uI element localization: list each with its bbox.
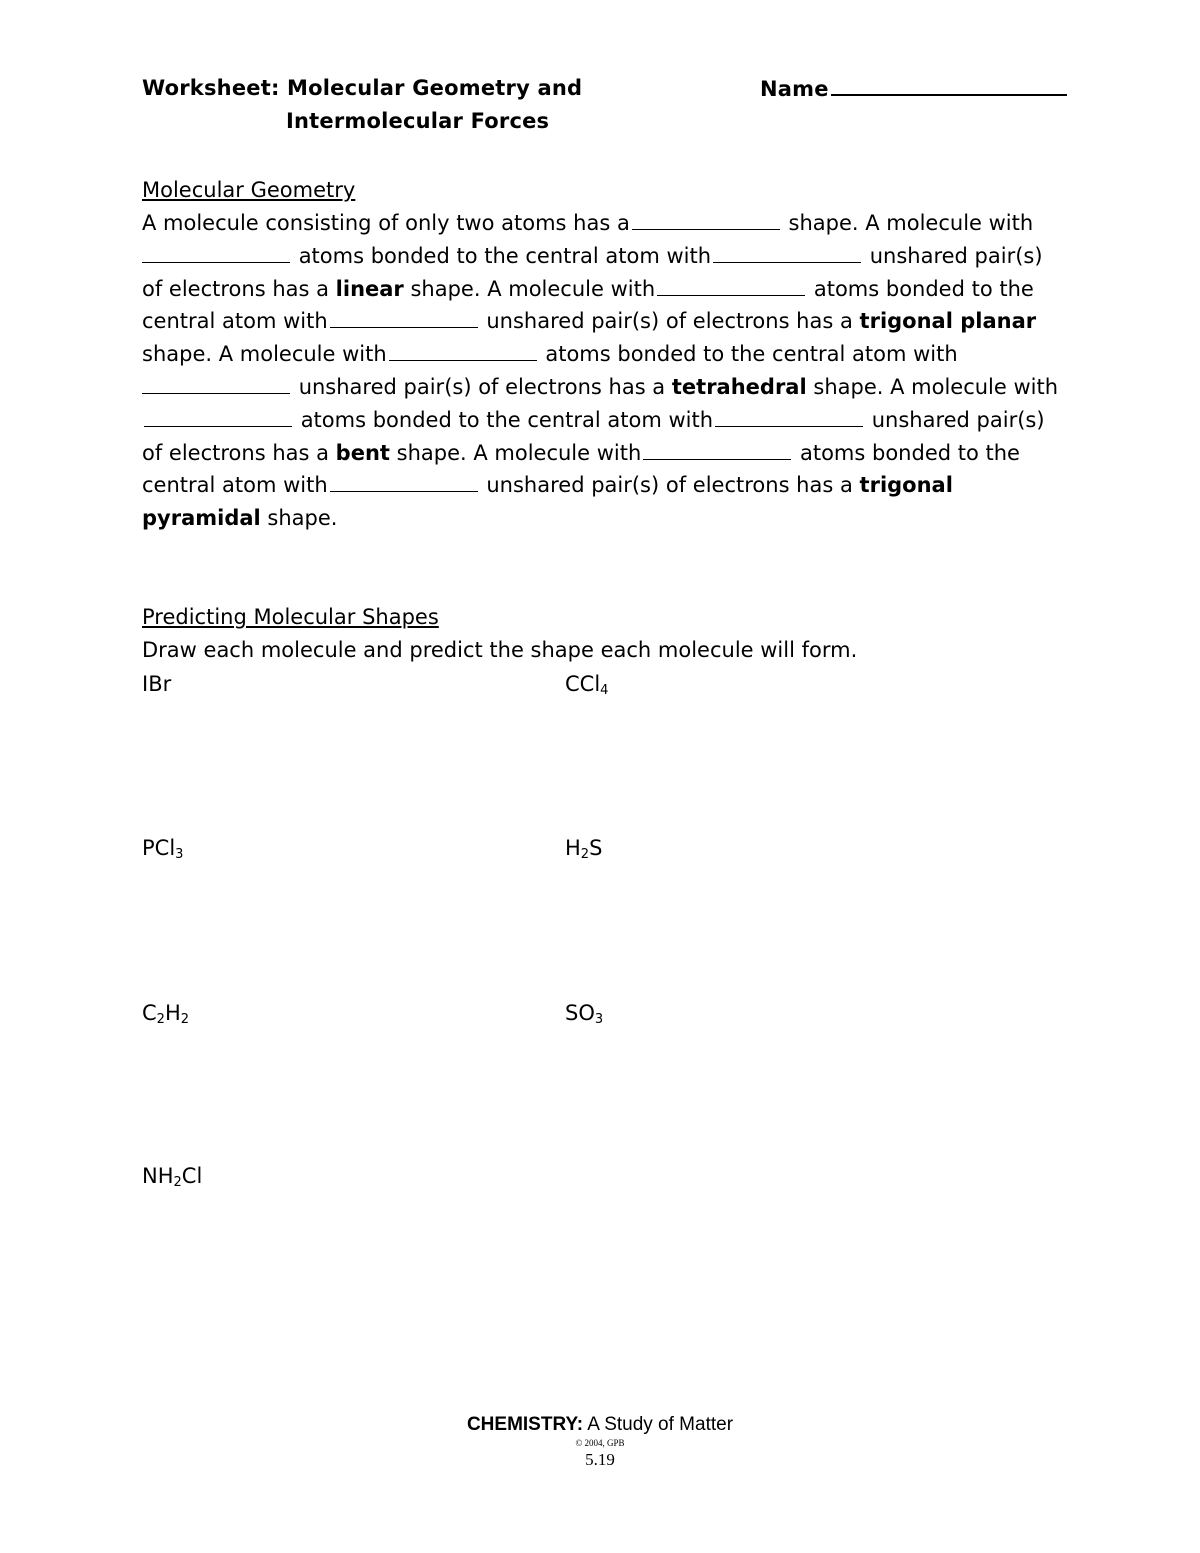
name-blank-line[interactable] bbox=[831, 76, 1067, 96]
footer-copyright: © 2004, GPB bbox=[575, 1438, 625, 1448]
blank[interactable] bbox=[389, 346, 537, 361]
instruction-text: Draw each molecule and predict the shape each molecule will form. bbox=[142, 638, 858, 662]
blank[interactable] bbox=[713, 248, 861, 263]
molecule-so3: $SO_3$ bbox=[565, 1001, 604, 1027]
blank[interactable] bbox=[715, 412, 863, 427]
blank[interactable] bbox=[632, 215, 780, 230]
section-heading-geometry: Molecular Geometry bbox=[142, 178, 356, 202]
term-bent: bent bbox=[335, 440, 390, 465]
blank[interactable] bbox=[142, 379, 290, 394]
blank[interactable] bbox=[144, 412, 292, 427]
name-field[interactable] bbox=[760, 76, 1067, 101]
section-heading-predicting: Predicting Molecular Shapes bbox=[142, 605, 439, 629]
molecule-pcl3: PCl$_3$ bbox=[142, 836, 184, 862]
page-footer bbox=[0, 1414, 1200, 1470]
term-linear: linear bbox=[335, 276, 404, 301]
blank[interactable] bbox=[330, 313, 478, 328]
blank[interactable] bbox=[643, 445, 791, 460]
blank[interactable] bbox=[657, 281, 805, 296]
molecule-ccl4: CCl$_4$ bbox=[565, 672, 609, 698]
worksheet-title-line-2: Intermolecular Forces bbox=[286, 109, 550, 133]
blank[interactable] bbox=[142, 248, 290, 263]
molecule-h2s: $H_2S$ bbox=[565, 836, 603, 862]
worksheet-title bbox=[142, 76, 582, 100]
page-number: 5.19 bbox=[585, 1450, 615, 1469]
term-trigonal-planar: trigonal planar bbox=[859, 309, 1037, 334]
term-tetrahedral: tetrahedral bbox=[671, 374, 807, 399]
molecule-c2h2: $C_2H_2$ bbox=[142, 1001, 190, 1027]
name-label: Name bbox=[760, 77, 829, 101]
molecule-nh2cl: $NH_2Cl$ bbox=[142, 1164, 203, 1190]
geometry-paragraph: A molecule consisting of only two atoms has a shape. A molecule with atoms bonded to the central atom with unshared pair(s) of electrons has a linear shape. A molecule with atoms bonded to the central atom with unshared pair(s) of electrons has a trigonal planar shape. A molecule with atoms bonded to the central atom with unshared pair(s) of electrons has a tetrahedral shape. A molecule with atoms bonded to the central atom with unshared pair(s) of electrons has a bent shape. A molecule with atoms bonded to the central atom with unshared pair(s) of electrons has a trigonal pyramidal shape. bbox=[142, 211, 1059, 531]
footer-title: CHEMISTRY: A Study of Matter bbox=[466, 1414, 734, 1435]
molecule-ibr: IBr bbox=[142, 672, 172, 696]
blank[interactable] bbox=[330, 477, 478, 492]
title-line-1: Worksheet: Molecular Geometry and bbox=[142, 76, 583, 100]
term-trigonal-pyramidal: trigonal pyramidal bbox=[142, 473, 953, 531]
